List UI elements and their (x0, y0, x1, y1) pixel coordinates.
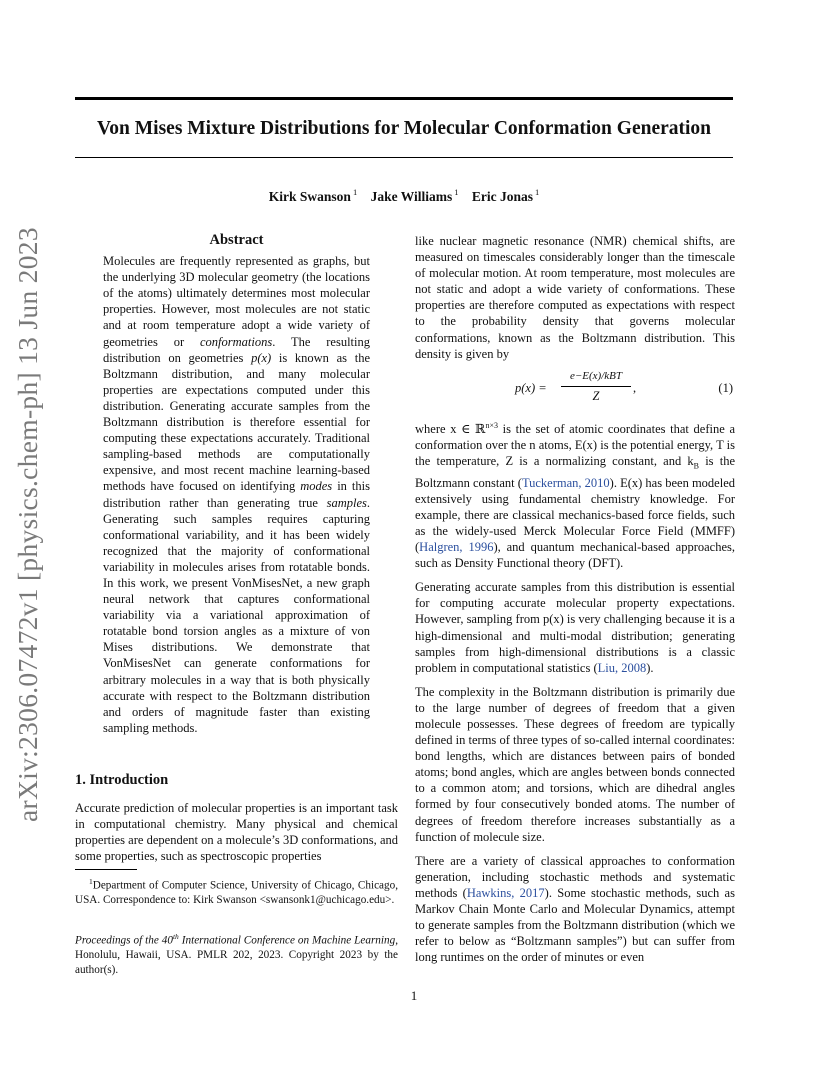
equation-numerator: e−E(x)/kBT (561, 368, 631, 387)
paragraph: The complexity in the Boltzmann distribution is primarily due to the large number of degrees of freedom that a given molecule possesses. These degrees of freedom are typically defined in terms of three types of so-called internal coordinates: bond lengths, which are distances between pairs of bonded atoms; bond angles, which are angles between bonds connected to a common atom; and torsions, which are dihedral angles formed by four consecutively bonded atoms. The number of degrees of freedom therefore increases substantially as a function of molecule size. (415, 684, 735, 844)
introduction-section (75, 772, 398, 864)
section-heading: 1. Introduction (75, 772, 169, 788)
citation-link[interactable]: Halgren, 1996 (419, 540, 494, 555)
equation-lhs: p(x) = (515, 380, 547, 395)
equation-fraction (561, 368, 631, 404)
top-rule-thin (75, 157, 733, 158)
citation-link[interactable]: Liu, 2008 (597, 660, 647, 675)
footnote-rule (75, 869, 137, 870)
author: Kirk Swanson $^1$ (268, 187, 358, 204)
intro-paragraph: Accurate prediction of molecular properties is an important task in computational chemistry. Many physical and chemical properties are dependent on a molecule’s 3D conformations, and some properties, such as spectroscopic properties (75, 801, 398, 864)
author: Eric Jonas $^1$ (471, 187, 540, 204)
citation-link[interactable]: Tuckerman, 2010 (521, 475, 610, 490)
author: Jake Williams $^1$ (370, 187, 459, 204)
abstract-heading: Abstract (209, 232, 264, 248)
paragraph: There are a variety of classical approaches to conformation generation, including stochastic methods and systematic methods (Hawkins, 2017). Some stochastic methods, such as Markov Chain Monte Carlo and Molecular Dynamics, attempt to generate samples from the Boltzmann distribution (which we refer to below as “Boltzmann samples”) but can suffer from long runtimes on the order of minutes or even (415, 853, 735, 965)
author-list (75, 187, 733, 205)
paragraph: like nuclear magnetic resonance (NMR) chemical shifts, are measured on timescales considerably longer than the timescale of molecular motion. At room temperature, most molecules are not static and adopt a wide variety of conformations. These properties are therefore computed as expectations with respect to the probability density that governs molecular conformations, known as the Boltzmann distribution. This density is given by (415, 234, 735, 361)
equation-number: (1) (718, 380, 733, 395)
left-column (75, 232, 398, 736)
citation-link[interactable]: Hawkins, 2017 (466, 885, 545, 900)
paragraph: where x ∈ ℝ$^{n\times 3}$ is the set of atomic coordinates that define a conformation over the n atoms, E(x) is the potential energy, T is the temperature, Z is a normalizing constant, and $k_B$ is the Boltzmann constant (Tuckerman, 2010). E(x) has been modeled extensively using fundamental chemistry knowledge. For example, there are classical mechanics-based force fields, such as the widely-used Merck Molecular Force Field (MMFF) (Halgren, 1996), and quantum mechanical-based approaches, such as Density Functional theory (DFT). (415, 420, 736, 571)
equation-denominator: Z (592, 388, 600, 403)
arxiv-sidebar-id: arXiv:2306.07472v1 [physics.chem-ph] 13 Jun 2023 (12, 227, 43, 822)
paper-title: Von Mises Mixture Distributions for Molecular Conformation Generation (96, 118, 712, 139)
proceedings-footnote: Proceedings of the 40th International Conference on Machine Learning, Honolulu, Hawaii, USA. PMLR 202, 2023. Copyright 2023 by the author(s). (75, 932, 398, 976)
abstract-body: Molecules are frequently represented as graphs, but the underlying 3D molecular geometry (the locations of the atoms) ultimately determines most molecular properties. However, most molecules are not static and at room temperature adopt a wide variety of geometries or conformations. The resulting distribution on geometries p(x) is known as the Boltzmann distribution, and many molecular properties are expectations computed under this distribution. Generating accurate samples from the Boltzmann distribution is therefore essential for computing these expectations accurately. Traditional sampling-based methods are computationally expensive, and most recent machine learning-based methods have focused on identifying modes in this distribution rather than generating true samples. Generating such samples requires capturing conformational variability, and it has been widely recognized that the majority of conformational variability in molecules arises from rotatable bonds. In this work, we present VonMisesNet, a new graph neural network that captures conformational variability via a variational approximation of rotatable bond torsion angles as a mixture of von Mises distributions. We demonstrate that VonMisesNet can generate conformations for arbitrary molecules in a way that is both physically accurate with respect to the Boltzmann distribution and orders of magnitude faster than existing sampling methods. (103, 254, 370, 735)
page-number: 1 (410, 988, 418, 1003)
affiliation-footnote: $^1$Department of Computer Science, University of Chicago, Chicago, USA. Correspondence to: Kirk Swanson <swansonk1@uchicago.edu>. (75, 877, 398, 907)
equation-1: p(x) = e−E(x)/kBT Z , (1) (515, 369, 733, 403)
paragraph: Generating accurate samples from this distribution is essential for computing accurate molecular property expectations. However, sampling from p(x) is very challenging because it is a high-dimensional and multi-modal distribution; generating samples from high-dimensional distributions is a classic problem in computational statistics (Liu, 2008). (415, 580, 735, 675)
top-rule-thick (75, 97, 733, 100)
right-column (415, 233, 735, 965)
